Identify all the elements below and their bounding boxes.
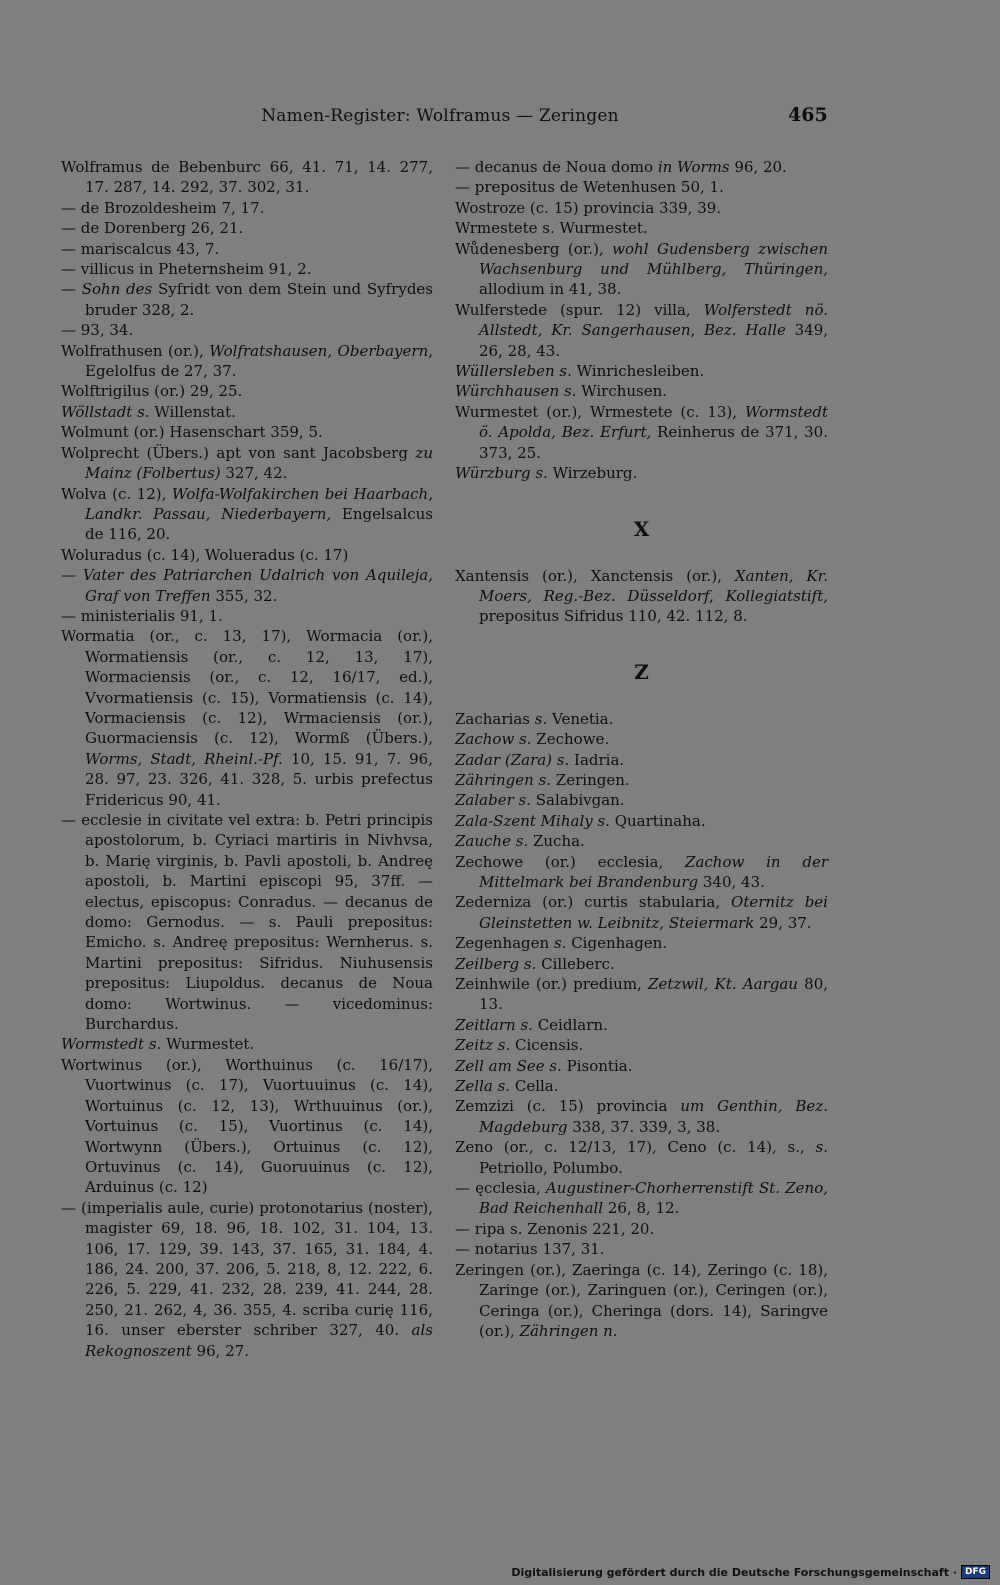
- entry-italic-text: Worms, Stadt, Rheinl.-Pf.: [85, 749, 283, 768]
- right-column-entries: [455, 157, 828, 484]
- index-entry: [455, 1260, 828, 1342]
- index-entry: [455, 974, 828, 1015]
- entry-text: 80, 13.: [479, 975, 829, 1014]
- entry-italic-text: Vater des Patriarchen Udalrich von Aquileja, Graf von Treffen: [82, 566, 433, 605]
- entry-text: Cella.: [510, 1077, 559, 1096]
- index-entry: [455, 361, 828, 381]
- entry-text: Wostroze (c. 15) provincia 339, 39.: [455, 198, 722, 217]
- entry-text: —: [61, 280, 82, 299]
- entry-text: Pisontia.: [561, 1056, 633, 1075]
- entry-text: —: [61, 566, 83, 585]
- index-entry: [455, 1219, 828, 1239]
- entry-text: Salabivgan.: [531, 791, 625, 810]
- entry-text: Iadria.: [569, 750, 625, 769]
- index-entry: [455, 750, 828, 770]
- entry-text: — prepositus de Wetenhusen 50, 1.: [455, 178, 724, 197]
- index-entry: [455, 852, 828, 893]
- entry-text: — de Dorenberg 26, 21.: [61, 219, 244, 238]
- entry-text: — ecclesie in civitate vel extra: b. Petri principis apostolorum, b. Cyriaci martiris in Nivhvsa, b. Marię virginis, b. Pavli apostoli, b. Andreę apostoli, b. Martini episcopi 95, 37ff. — electus, episcopus: Conradus. — decanus de domo: Gernodus. — s. Pauli prepositus: Emicho. s. Andreę prepositus: Wernherus. s. Martini prepositus: Sifridus. Niuhusensis prepositus: Liupoldus. decanus de Noua domo: Wortwinus. — vicedominus: Burchardus.: [61, 811, 433, 1034]
- entry-italic-text: Wöllstadt s.: [61, 402, 150, 421]
- index-entry: [455, 239, 828, 300]
- index-entry: [455, 1015, 828, 1035]
- entry-text: Cigenhagen.: [566, 934, 668, 953]
- index-entry: [455, 177, 828, 197]
- entry-text: Wůdenesberg (or.),: [455, 239, 613, 258]
- entry-text: — mariscalcus 43, 7.: [61, 239, 220, 258]
- entry-text: Zeinhwile (or.) predium,: [455, 975, 649, 993]
- index-entry: [61, 606, 433, 626]
- entry-text: allodium in 41, 38.: [479, 280, 622, 299]
- entry-text: Wirchusen.: [576, 382, 668, 401]
- entry-text: Zucha.: [528, 832, 585, 851]
- entry-text: Wirzeburg.: [547, 464, 638, 483]
- entry-text: Woluradus (c. 14), Wolueradus (c. 17): [61, 545, 349, 564]
- entry-text: — villicus in Pheternsheim 91, 2.: [61, 260, 312, 279]
- entry-text: Xantensis (or.), Xanctensis (or.),: [455, 566, 735, 585]
- entry-text: — ripa s. Zenonis 221, 20.: [455, 1219, 655, 1238]
- entry-italic-text: Zeilberg s.: [455, 954, 537, 973]
- entry-italic-text: Würzburg s.: [455, 464, 548, 483]
- index-entry: [455, 218, 828, 238]
- entry-italic-text: um Genthin, Bez. Magdeburg: [479, 1097, 828, 1136]
- entry-italic-text: Zähringen s.: [455, 770, 552, 789]
- dfg-logo: DFG: [961, 1565, 990, 1579]
- entry-italic-text: als Rekognoszent: [85, 1321, 433, 1360]
- section-z-entries: [455, 709, 828, 1342]
- entry-text: 355, 32.: [210, 586, 278, 605]
- footer-text: Digitalisierung gefördert durch die Deutsche Forschungsgemeinschaft ·: [511, 1565, 957, 1579]
- index-entry: [61, 422, 433, 442]
- entry-italic-text: Zalaber s.: [455, 791, 531, 810]
- entry-text: Zegenhagen: [455, 934, 554, 953]
- entry-italic-text: Wolfratshausen, Oberbayern,: [209, 341, 433, 360]
- entry-text: Zechowe.: [531, 730, 610, 749]
- entry-text: Zederniza (or.) curtis stabularia,: [455, 893, 732, 912]
- entry-text: — ministerialis 91, 1.: [61, 606, 223, 625]
- entry-text: Wolprecht (Übers.) apt von sant Jacobsberg: [61, 443, 416, 462]
- index-entry: [455, 1137, 828, 1178]
- index-entry: [61, 259, 433, 279]
- entry-italic-text: Zachow s.: [455, 730, 532, 749]
- entry-text: Wulferstede (spur. 12) villa,: [455, 300, 704, 319]
- index-entry: [455, 729, 828, 749]
- section-heading-z: Z: [634, 659, 649, 684]
- entry-italic-text: Würchhausen s.: [455, 382, 577, 401]
- index-entry: [455, 1035, 828, 1055]
- page-header-title: Namen-Register: Wolframus — Zeringen: [261, 106, 619, 126]
- entry-text: Wolfrathusen (or.),: [61, 341, 210, 360]
- entry-text: Quartinaha.: [609, 811, 706, 830]
- index-entry: [455, 1239, 828, 1259]
- entry-text: Cilleberc.: [536, 954, 615, 973]
- entry-text: Wormatia (or., c. 13, 17), Wormacia (or.), Wormatiensis (or., c. 12, 13, 17), Wormaciensis (or., c. 12, 16/17, ed.), Vvormatiensis (c. 15), Vormatiensis (c. 14), Vormaciensis (c. 12), Wrmaciensis (or.), Guormaciensis (c. 12), Wormß (Übers.),: [61, 627, 433, 748]
- index-entry: [61, 320, 433, 340]
- entry-italic-text: Zala-Szent Mihaly s.: [455, 811, 610, 830]
- entry-text: Ceidlarn.: [532, 1015, 608, 1034]
- index-entry: [61, 279, 433, 320]
- entry-text: Petriollo, Polumbo.: [479, 1158, 623, 1177]
- entry-text: Cicensis.: [510, 1036, 584, 1055]
- section-heading-x: X: [633, 516, 650, 541]
- index-entry: [455, 1096, 828, 1137]
- entry-italic-text: s.: [534, 709, 548, 728]
- entry-text: 10, 15. 91, 7. 96, 28. 97, 23. 326, 41. 328, 5. urbis prefectus Fridericus 90, 41.: [85, 749, 433, 809]
- index-entry: [455, 566, 828, 627]
- entry-text: 338, 37. 339, 3, 38.: [567, 1117, 721, 1136]
- entry-text: — notarius 137, 31.: [455, 1240, 605, 1259]
- right-column: [455, 157, 828, 1341]
- index-entry: [455, 1178, 828, 1219]
- index-entry: [455, 198, 828, 218]
- entry-text: — (imperialis aule, curie) protonotarius (noster), magister 69, 18. 96, 18. 102, 31. 104, 13. 106, 17. 129, 39. 143, 37. 165, 31. 184, 4. 186, 24. 200, 37. 206, 5. 218, 8, 12. 222, 6. 226, 5. 229, 41. 232, 28. 239, 41. 244, 28. 250, 21. 262, 4, 36. 355, 4. scriba curię 116, 16. unser eberster schriber 327, 40.: [61, 1198, 433, 1340]
- index-entry: [455, 157, 828, 177]
- index-entry: [61, 198, 433, 218]
- index-entry: [455, 831, 828, 851]
- index-entry: [61, 443, 433, 484]
- index-entry: [61, 484, 433, 545]
- index-entry: [61, 157, 433, 198]
- entry-italic-text: Oternitz bei Gleinstetten w. Leibnitz, Steiermark: [479, 893, 828, 932]
- entry-text: Willenstat.: [149, 402, 236, 421]
- entry-italic-text: s.: [815, 1138, 828, 1157]
- index-entry: [455, 1056, 828, 1076]
- entry-text: — ęcclesia,: [455, 1179, 546, 1198]
- index-entry: [61, 218, 433, 238]
- index-entry: [455, 790, 828, 810]
- entry-text: Zeno (or., c. 12/13, 17), Ceno (c. 14), s.,: [455, 1138, 816, 1157]
- entry-text: Wurmestet.: [161, 1035, 255, 1054]
- entry-italic-text: Augustiner-Chorherrenstift St. Zeno, Bad Reichenhall: [479, 1179, 828, 1218]
- index-entry: [455, 709, 828, 729]
- index-entry: [61, 626, 433, 810]
- entry-text: 96, 20.: [729, 158, 787, 176]
- entry-text: — 93, 34.: [61, 321, 134, 340]
- entry-text: Wrmestete s. Wurmestet.: [455, 219, 648, 238]
- entry-text: Wolva (c. 12),: [61, 484, 172, 503]
- entry-italic-text: in Worms: [657, 158, 730, 176]
- index-entry: [61, 1034, 433, 1054]
- entry-text: Wurmestet (or.), Wrmestete (c. 13),: [455, 402, 745, 421]
- entry-text: Egelolfus de 27, 37.: [85, 362, 237, 381]
- index-entry: [61, 1055, 433, 1198]
- entry-italic-text: Wolferstedt nö. Allstedt, Kr. Sangerhausen, Bez. Halle: [479, 300, 828, 340]
- index-entry: [61, 810, 433, 1034]
- entry-text: Zemzizi (c. 15) provincia: [455, 1097, 681, 1116]
- index-entry: [455, 933, 828, 953]
- entry-text: Venetia.: [547, 709, 614, 728]
- index-entry: [455, 770, 828, 790]
- entry-italic-text: Wüllersleben s.: [455, 362, 572, 381]
- entry-text: 26, 8, 12.: [603, 1199, 680, 1218]
- entry-italic-text: Zadar (Zara) s.: [455, 750, 570, 769]
- entry-italic-text: Wormstedt ö. Apolda, Bez. Erfurt,: [479, 402, 828, 442]
- entry-italic-text: Zell am See s.: [455, 1056, 562, 1075]
- entry-italic-text: Xanten, Kr. Moers, Reg.-Bez. Düsseldorf, Kollegiatstift,: [479, 566, 828, 605]
- index-entry: [455, 954, 828, 974]
- index-entry: [455, 892, 828, 933]
- index-entry: [455, 381, 828, 401]
- index-entry: [61, 381, 433, 401]
- entry-text: 29, 37.: [754, 913, 812, 932]
- index-entry: [455, 811, 828, 831]
- left-column: [61, 157, 433, 1361]
- entry-text: Wolftrigilus (or.) 29, 25.: [61, 382, 243, 401]
- index-entry: [455, 402, 828, 463]
- page-number: 465: [788, 104, 828, 126]
- entry-text: Wolframus de Bebenburc 66, 41. 71, 14. 277, 17. 287, 14. 292, 37. 302, 31.: [61, 158, 433, 197]
- index-entry: [61, 1198, 433, 1361]
- entry-italic-text: Zähringen n.: [519, 1321, 618, 1340]
- entry-italic-text: Wormstedt s.: [61, 1035, 162, 1054]
- entry-text: Syfridt von dem Stein und Syfrydes bruder 328, 2.: [85, 280, 433, 319]
- entry-italic-text: Zeitz s.: [455, 1036, 511, 1055]
- entry-italic-text: zu Mainz (Folbertus): [85, 443, 433, 483]
- entry-italic-text: Zauche s.: [455, 832, 529, 851]
- entry-italic-text: wohl Gudensberg zwischen Wachsenburg und Mühlberg, Thüringen,: [479, 239, 829, 279]
- entry-italic-text: Zella s.: [455, 1077, 511, 1096]
- entry-text: Wortwinus (or.), Worthuinus (c. 16/17), Vuortwinus (c. 17), Vuortuuinus (c. 14), Wortuinus (c. 12, 13), Wrthuuinus (or.), Vortuinus (c. 15), Vuortinus (c. 14), Wortwynn (Übers.), Ortuinus (c. 12), Ortuvinus (c. 14), Guoruuinus (c. 12), Arduinus (c. 12): [61, 1055, 433, 1197]
- entry-text: — decanus de Noua domo: [455, 158, 658, 176]
- entry-text: Reinherus de 371, 30. 373, 25.: [479, 423, 828, 462]
- entry-italic-text: Zetzwil, Kt. Aargau: [648, 975, 798, 993]
- entry-text: Zeringen.: [551, 770, 630, 789]
- footer-credit: [511, 1565, 990, 1579]
- entry-italic-text: Sohn des: [81, 280, 153, 299]
- entry-text: prepositus Sifridus 110, 42. 112, 8.: [479, 607, 748, 626]
- entry-text: Engelsalcus de 116, 20.: [85, 504, 434, 544]
- entry-text: Zacharias: [455, 709, 535, 728]
- index-entry: [61, 239, 433, 259]
- index-entry: [61, 402, 433, 422]
- entry-text: Winrichesleiben.: [571, 362, 705, 381]
- entry-text: — de Brozoldesheim 7, 17.: [61, 198, 265, 217]
- entry-text: 349, 26, 28, 43.: [479, 321, 829, 360]
- index-entry: [61, 341, 433, 382]
- entry-italic-text: Zeitlarn s.: [455, 1015, 533, 1034]
- section-x-entries: [455, 566, 828, 627]
- index-entry: [455, 1076, 828, 1096]
- entry-italic-text: s.: [553, 934, 567, 953]
- index-entry: [61, 545, 433, 565]
- entry-text: 340, 43.: [698, 872, 765, 891]
- entry-text: 96, 27.: [191, 1341, 250, 1360]
- entry-text: Wolmunt (or.) Hasenschart 359, 5.: [61, 423, 323, 442]
- entry-italic-text: Wolfa-Wolfakirchen bei Haarbach, Landkr. Passau, Niederbayern,: [85, 484, 433, 523]
- index-entry: [455, 300, 828, 361]
- entry-text: Zechowe (or.) ecclesia,: [455, 852, 686, 871]
- entry-text: 327, 42.: [220, 464, 288, 483]
- entry-text: Zeringen (or.), Zaeringa (c. 14), Zeringo (c. 18), Zaringe (or.), Zaringuen (or.), Ceringen (or.), Ceringa (or.), Cheringa (dors. 14), Saringve (or.),: [455, 1260, 828, 1340]
- index-entry: [455, 463, 828, 483]
- entry-italic-text: Zachow in der Mittelmark bei Brandenburg: [479, 852, 828, 891]
- index-entry: [61, 565, 433, 606]
